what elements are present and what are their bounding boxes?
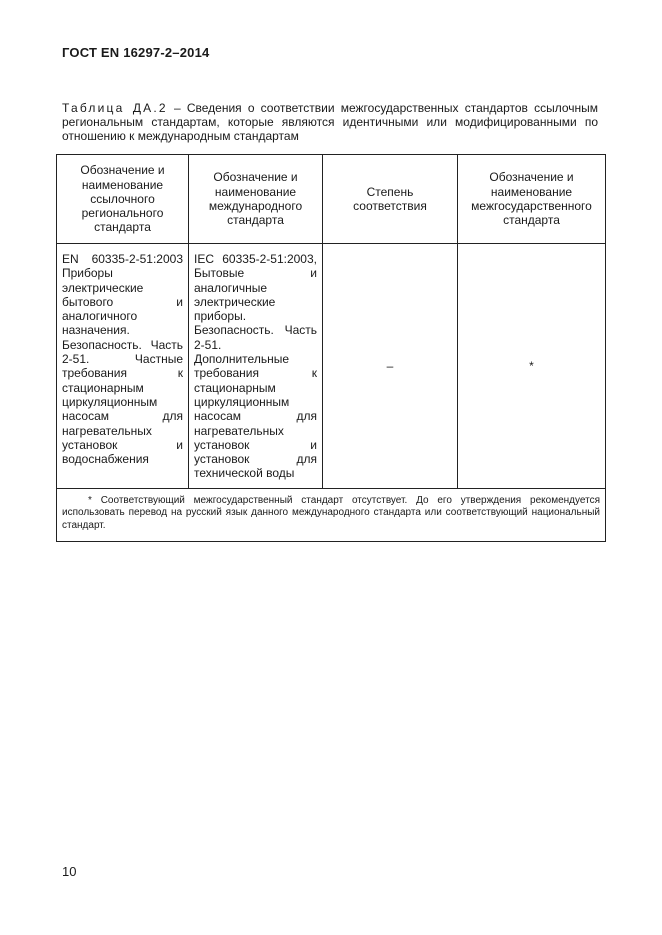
header-regional-standard: Обозначение и наименование ссылочного регионального стандарта (57, 155, 189, 244)
table-header-row (57, 155, 606, 244)
page-number: 10 (62, 864, 77, 879)
table-footnote (57, 488, 606, 542)
cell-international-standard: IEC 60335-2-51:2003, Бытовые и аналогичные электрические приборы. Безопасность. Часть 2-51. Дополнительные требования к стационарным циркуляционным насосам для нагревательных установок и установок для технической воды (189, 244, 323, 489)
table-caption-text: – Сведения о соответствии межгосударственных стандартов ссылочным региональным стандартам, которые являются идентичными или модифицированными по отношению к международным стандартам (62, 101, 598, 143)
header-degree-of-correspondence: Степень соответствия (323, 155, 458, 244)
header-interstate-standard: Обозначение и наименование межгосударственного стандарта (458, 155, 606, 244)
table-caption-label: Таблица ДА.2 (62, 101, 168, 115)
table-footnote-row (57, 488, 606, 542)
cell-regional-standard: EN 60335-2-51:2003 Приборы электрические бытового и аналогичного назначения. Безопасность. Часть 2-51. Частные требования к стационарным циркуляционным насосам для нагревательных установок и водоснабжения (57, 244, 189, 489)
header-international-standard: Обозначение и наименование международного стандарта (189, 155, 323, 244)
correspondence-table (56, 154, 606, 542)
cell-degree-of-correspondence: – (323, 244, 458, 489)
document-code: ГОСТ EN 16297-2–2014 (62, 45, 210, 60)
table-row (57, 244, 606, 489)
footnote-text: * Соответствующий межгосударственный стандарт отсутствует. До его утверждения рекомендуется использовать перевод на русский язык данного международного стандарта или соответствующий национальный стандарт. (62, 494, 600, 531)
table-caption (62, 101, 598, 143)
cell-interstate-standard: * (458, 244, 606, 489)
